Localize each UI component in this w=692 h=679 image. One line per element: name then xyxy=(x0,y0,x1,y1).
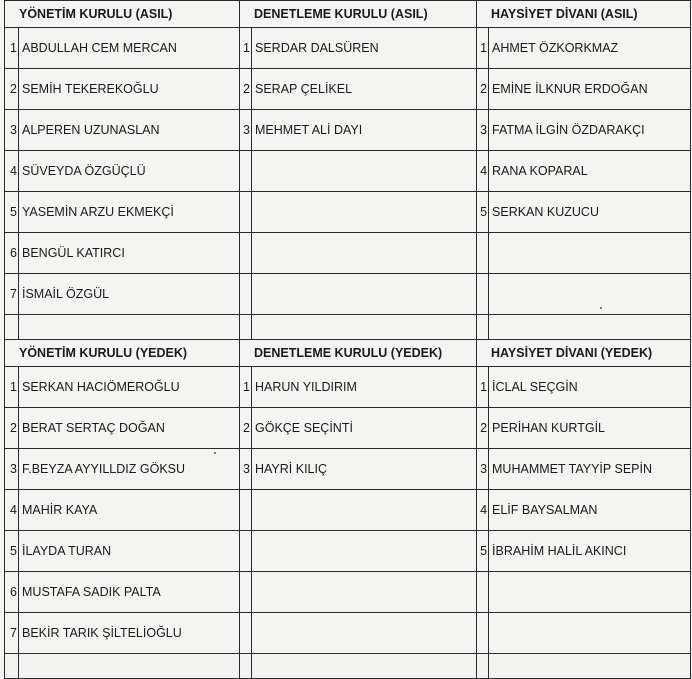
asil-haysiyet-number: 1 xyxy=(477,28,489,69)
yedek-header-row xyxy=(5,340,691,367)
asil-yonetim-number: 2 xyxy=(5,69,19,110)
asil-denetleme-number xyxy=(240,233,252,274)
yedek-haysiyet-number xyxy=(477,572,489,613)
yedek-haysiyet-header: HAYSİYET DİVANI (YEDEK) xyxy=(477,340,691,367)
table-row xyxy=(5,192,691,233)
table-row xyxy=(5,274,691,315)
asil-haysiyet-header: HAYSİYET DİVANI (ASIL) xyxy=(477,1,691,28)
asil-haysiyet-member-name xyxy=(489,233,691,274)
table-row xyxy=(5,28,691,69)
asil-header-row xyxy=(5,1,691,28)
asil-denetleme-number: 2 xyxy=(240,69,252,110)
table-row xyxy=(5,531,691,572)
empty-cell xyxy=(477,315,489,340)
empty-cell xyxy=(240,654,252,679)
scan-speck xyxy=(214,452,216,454)
asil-yonetim-member-name: SEMİH TEKEREKOĞLU xyxy=(19,69,240,110)
asil-haysiyet-member-name: SERKAN KUZUCU xyxy=(489,192,691,233)
yedek-yonetim-member-name: MUSTAFA SADIK PALTA xyxy=(19,572,240,613)
yedek-haysiyet-member-name: MUHAMMET TAYYİP SEPİN xyxy=(489,449,691,490)
asil-yonetim-header: YÖNETİM KURULU (ASIL) xyxy=(5,1,240,28)
yedek-denetleme-header: DENETLEME KURULU (YEDEK) xyxy=(240,340,477,367)
asil-denetleme-number: 3 xyxy=(240,110,252,151)
asil-haysiyet-number xyxy=(477,233,489,274)
yedek-yonetim-header: YÖNETİM KURULU (YEDEK) xyxy=(5,340,240,367)
yedek-yonetim-number: 1 xyxy=(5,367,19,408)
yedek-denetleme-number xyxy=(240,490,252,531)
trailing-blank-row xyxy=(5,654,691,679)
table-row xyxy=(5,233,691,274)
table-row xyxy=(5,613,691,654)
yedek-denetleme-number xyxy=(240,572,252,613)
yedek-denetleme-member-name xyxy=(252,572,477,613)
asil-yonetim-number: 7 xyxy=(5,274,19,315)
yedek-denetleme-member-name xyxy=(252,531,477,572)
yedek-denetleme-member-name xyxy=(252,490,477,531)
yedek-yonetim-member-name: MAHİR KAYA xyxy=(19,490,240,531)
asil-yonetim-member-name: İSMAİL ÖZGÜL xyxy=(19,274,240,315)
yedek-haysiyet-member-name xyxy=(489,572,691,613)
asil-denetleme-header: DENETLEME KURULU (ASIL) xyxy=(240,1,477,28)
asil-yonetim-member-name: SÜVEYDA ÖZGÜÇLÜ xyxy=(19,151,240,192)
yedek-denetleme-member-name: GÖKÇE SEÇİNTİ xyxy=(252,408,477,449)
empty-cell xyxy=(5,315,19,340)
table-row xyxy=(5,408,691,449)
yedek-yonetim-number: 2 xyxy=(5,408,19,449)
yedek-yonetim-number: 5 xyxy=(5,531,19,572)
yedek-haysiyet-member-name: PERİHAN KURTGİL xyxy=(489,408,691,449)
asil-yonetim-member-name: ABDULLAH CEM MERCAN xyxy=(19,28,240,69)
yedek-denetleme-number: 2 xyxy=(240,408,252,449)
asil-denetleme-number xyxy=(240,151,252,192)
asil-haysiyet-member-name xyxy=(489,274,691,315)
empty-cell xyxy=(252,315,477,340)
yedek-denetleme-number xyxy=(240,531,252,572)
asil-haysiyet-number: 2 xyxy=(477,69,489,110)
scan-speck xyxy=(600,307,602,309)
asil-denetleme-member-name: SERDAR DALSÜREN xyxy=(252,28,477,69)
asil-denetleme-member-name xyxy=(252,151,477,192)
yedek-yonetim-member-name: SERKAN HACIÖMEROĞLU xyxy=(19,367,240,408)
asil-haysiyet-member-name: FATMA İLGİN ÖZDARAKÇI xyxy=(489,110,691,151)
yedek-yonetim-number: 4 xyxy=(5,490,19,531)
asil-haysiyet-member-name: AHMET ÖZKORKMAZ xyxy=(489,28,691,69)
empty-cell xyxy=(489,315,691,340)
table-row xyxy=(5,110,691,151)
table-row xyxy=(5,572,691,613)
yedek-haysiyet-number: 3 xyxy=(477,449,489,490)
asil-yonetim-member-name: BENGÜL KATIRCI xyxy=(19,233,240,274)
empty-cell xyxy=(5,654,19,679)
empty-cell xyxy=(19,654,240,679)
table-row xyxy=(5,151,691,192)
yedek-yonetim-number: 7 xyxy=(5,613,19,654)
yedek-yonetim-member-name: F.BEYZA AYYILLDIZ GÖKSU xyxy=(19,449,240,490)
asil-yonetim-member-name: YASEMİN ARZU EKMEKÇİ xyxy=(19,192,240,233)
table-row xyxy=(5,449,691,490)
empty-cell xyxy=(477,654,489,679)
yedek-haysiyet-number xyxy=(477,613,489,654)
yedek-haysiyet-number: 1 xyxy=(477,367,489,408)
empty-cell xyxy=(240,315,252,340)
yedek-yonetim-member-name: İLAYDA TURAN xyxy=(19,531,240,572)
table-row xyxy=(5,490,691,531)
asil-denetleme-member-name: MEHMET ALİ DAYI xyxy=(252,110,477,151)
empty-cell xyxy=(489,654,691,679)
table-row xyxy=(5,367,691,408)
yedek-yonetim-member-name: BEKİR TARIK ŞİLTELİOĞLU xyxy=(19,613,240,654)
yedek-haysiyet-number: 2 xyxy=(477,408,489,449)
asil-haysiyet-member-name: EMİNE İLKNUR ERDOĞAN xyxy=(489,69,691,110)
asil-haysiyet-number: 5 xyxy=(477,192,489,233)
yedek-haysiyet-number: 5 xyxy=(477,531,489,572)
yedek-denetleme-number: 1 xyxy=(240,367,252,408)
yedek-denetleme-member-name: HAYRİ KILIÇ xyxy=(252,449,477,490)
asil-yonetim-number: 4 xyxy=(5,151,19,192)
yedek-yonetim-member-name: BERAT SERTAÇ DOĞAN xyxy=(19,408,240,449)
asil-haysiyet-number: 3 xyxy=(477,110,489,151)
asil-yonetim-member-name: ALPEREN UZUNASLAN xyxy=(19,110,240,151)
asil-denetleme-number xyxy=(240,192,252,233)
asil-yonetim-number: 6 xyxy=(5,233,19,274)
yedek-haysiyet-member-name: İCLAL SEÇGİN xyxy=(489,367,691,408)
empty-cell xyxy=(19,315,240,340)
election-results-table xyxy=(4,0,691,679)
yedek-haysiyet-number: 4 xyxy=(477,490,489,531)
table-row xyxy=(5,69,691,110)
empty-cell xyxy=(252,654,477,679)
yedek-denetleme-member-name xyxy=(252,613,477,654)
table-body xyxy=(5,1,691,679)
asil-denetleme-member-name xyxy=(252,274,477,315)
asil-haysiyet-number xyxy=(477,274,489,315)
yedek-denetleme-number xyxy=(240,613,252,654)
asil-yonetim-number: 1 xyxy=(5,28,19,69)
yedek-denetleme-member-name: HARUN YILDIRIM xyxy=(252,367,477,408)
asil-yonetim-number: 5 xyxy=(5,192,19,233)
section-spacer-row xyxy=(5,315,691,340)
asil-denetleme-number xyxy=(240,274,252,315)
asil-denetleme-member-name: SERAP ÇELİKEL xyxy=(252,69,477,110)
asil-haysiyet-member-name: RANA KOPARAL xyxy=(489,151,691,192)
yedek-haysiyet-member-name xyxy=(489,613,691,654)
yedek-haysiyet-member-name: ELİF BAYSALMAN xyxy=(489,490,691,531)
yedek-yonetim-number: 3 xyxy=(5,449,19,490)
asil-yonetim-number: 3 xyxy=(5,110,19,151)
asil-haysiyet-number: 4 xyxy=(477,151,489,192)
yedek-haysiyet-member-name: İBRAHİM HALİL AKINCI xyxy=(489,531,691,572)
asil-denetleme-member-name xyxy=(252,192,477,233)
yedek-yonetim-number: 6 xyxy=(5,572,19,613)
asil-denetleme-member-name xyxy=(252,233,477,274)
asil-denetleme-number: 1 xyxy=(240,28,252,69)
yedek-denetleme-number: 3 xyxy=(240,449,252,490)
